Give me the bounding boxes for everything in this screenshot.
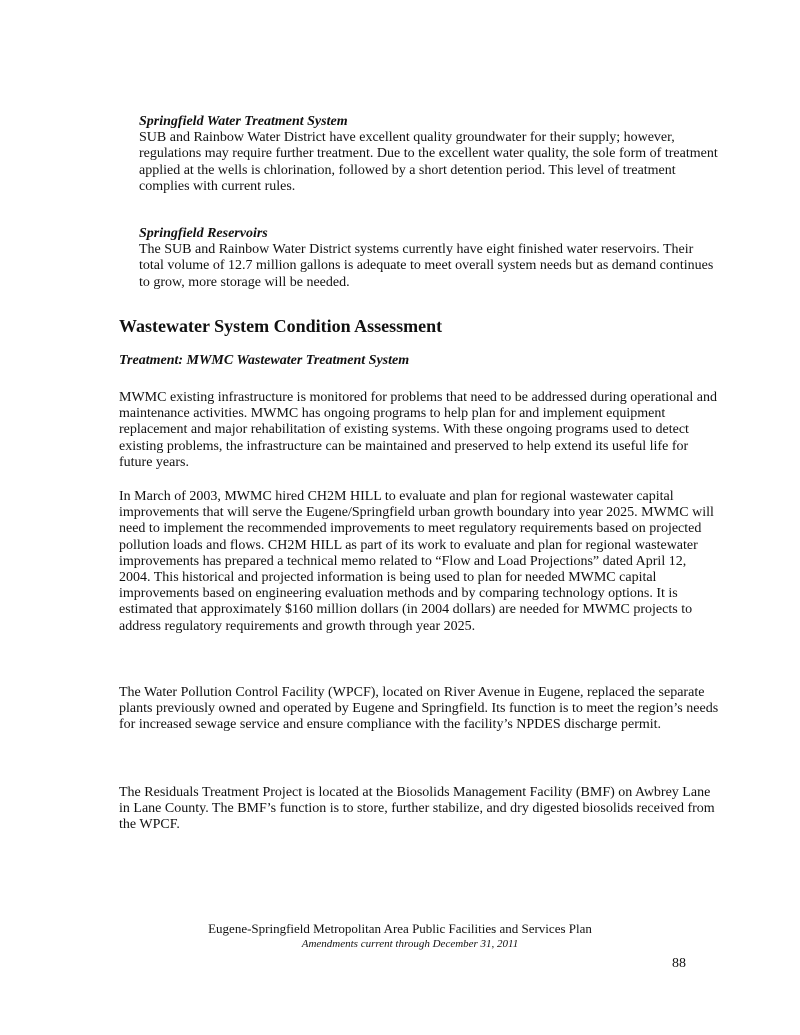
- section-body: SUB and Rainbow Water District have excellent quality groundwater for their supply; however, regulations may require further treatment. Due to the excellent water quality, the sole form of treatment applied at the wells is chlorination, followed by a short detention period. This level of treatment complies with current rules.: [139, 130, 718, 194]
- section-body: The SUB and Rainbow Water District systems currently have eight finished water reservoirs. Their total volume of 12.7 million gallons is adequate to meet overall system needs but as demand continues to grow, more storage will be needed.: [139, 242, 714, 290]
- subheading: Treatment: MWMC Wastewater Treatment System: [119, 353, 410, 368]
- section-springfield-water-treatment: [139, 114, 719, 195]
- main-heading: Wastewater System Condition Assessment: [119, 316, 443, 336]
- footer-title: Eugene-Springfield Metropolitan Area Public Facilities and Services Plan: [208, 921, 592, 936]
- section-title: Springfield Water Treatment System: [139, 114, 348, 129]
- paragraph: MWMC existing infrastructure is monitored for problems that need to be addressed during operational and maintenance activities. MWMC has ongoing programs to help plan for and implement equipment replacement and major rehabilitation of existing systems. With these ongoing programs used to detect existing problems, the infrastructure can be maintained and preserved to help extend its useful life for future years.: [119, 390, 717, 470]
- footer-subtitle: Amendments current through December 31, 2011: [301, 938, 519, 950]
- page-number: 88: [672, 956, 686, 971]
- section-springfield-reservoirs: [139, 226, 719, 291]
- paragraph: The Water Pollution Control Facility (WPCF), located on River Avenue in Eugene, replaced the separate plants previously owned and operated by Eugene and Springfield. Its function is to meet the region’s needs for increased sewage service and ensure compliance with the facility’s NPDES discharge permit.: [119, 685, 719, 733]
- paragraph: The Residuals Treatment Project is located at the Biosolids Management Facility (BMF) on Awbrey Lane in Lane County. The BMF’s function is to store, further stabilize, and dry digested biosolids received from the WPCF.: [119, 785, 715, 833]
- section-title: Springfield Reservoirs: [139, 226, 268, 241]
- paragraph: In March of 2003, MWMC hired CH2M HILL to evaluate and plan for regional wastewater capital improvements that will serve the Eugene/Springfield urban growth boundary into year 2025. MWMC will need to implement the recommended improvements to meet regulatory requirements based on projected pollution loads and flows. CH2M HILL as part of its work to evaluate and plan for regional wastewater improvements has prepared a technical memo related to “Flow and Load Projections” dated April 12, 2004. This historical and projected information is being used to plan for needed MWMC capital improvements based on engineering evaluation methods and by comparing technology options. It is estimated that approximately $160 million dollars (in 2004 dollars) are needed for MWMC projects to address regulatory requirements and growth through year 2025.: [119, 489, 714, 634]
